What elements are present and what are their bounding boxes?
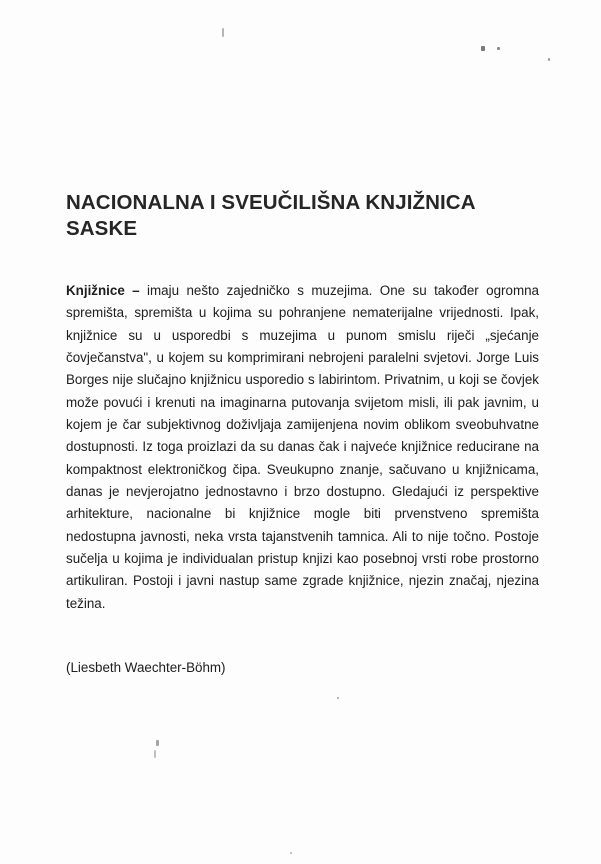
paragraph-text: imaju nešto zajedničko s muzejima. One su također ogromna spremišta, spremišta u kojima su pohranjene nematerijalne vrijednosti. Ipak, knjižnice su u usporedbi s muzejima u punom smislu riječi „sjećanje čovječanstva", u kojem su komprimirani nebrojeni paralelni svjetovi. Jorge Luis Borges nije slučajno knjižnicu usporedio s labirintom. Privatnim, u koji se čovjek može povući i krenuti na imaginarna putovanja svijetom misli, ili pak javnim, u kojem je čar subjektivnog doživljaja zamijenjena novim oblikom sveobuhvatne dostupnosti. Iz toga proizlazi da su danas čak i najveće knjižnice reducirane na kompaktnost elektroničkog čipa. Sveukupno znanje, sačuvano u knjižnicama, danas je nevjerojatno jednostavno i brzo dostupno. Gledajući iz perspektive arhitekture, nacionalne bi knjižnice mogle biti prvenstveno spremišta nedostupna javnosti, neka vrsta tajanstvenih tamnica. Ali to nije točno. Postoje sučelja u kojima je individualan pristup knjizi kao posebnoj vrsti robe prostorno artikuliran. Postoji i javni nastup same zgrade knjižnice, njezin značaj, njezina težina. xyxy=(66,283,539,611)
scan-speck xyxy=(154,750,156,758)
paragraph-lead: Knjižnice – xyxy=(66,283,140,298)
body-paragraph xyxy=(66,280,539,615)
scan-speck xyxy=(497,47,500,50)
scan-speck xyxy=(156,740,159,746)
scan-speck xyxy=(337,697,339,699)
author-attribution: (Liesbeth Waechter-Böhm) xyxy=(66,660,226,675)
scan-speck xyxy=(481,46,485,51)
scan-speck xyxy=(548,58,550,61)
scan-speck xyxy=(222,28,224,37)
scan-speck xyxy=(290,852,292,854)
page-title: NACIONALNA I SVEUČILIŠNA KNJIŽNICA SASKE xyxy=(66,191,475,240)
